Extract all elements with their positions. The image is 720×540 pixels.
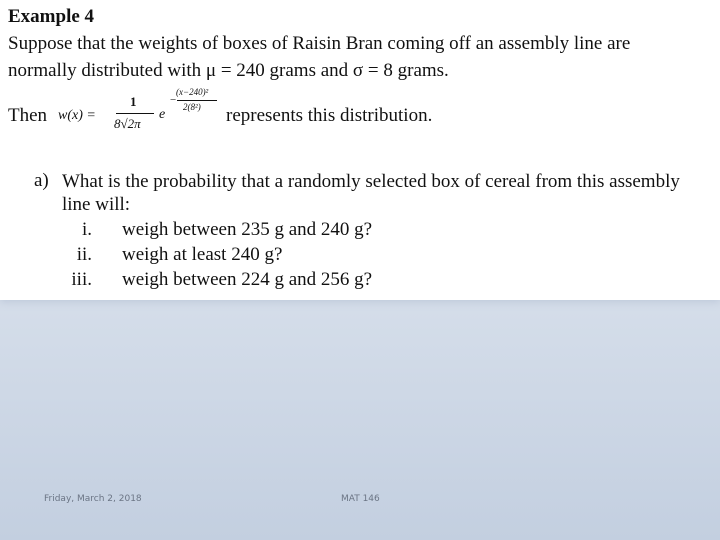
formula-numerator: 1 — [130, 94, 137, 109]
formula-exponent-sign: − — [170, 94, 177, 106]
then-word: Then — [8, 105, 48, 126]
formula-exponent-bar — [177, 100, 217, 101]
subquestion-text: weigh between 224 g and 256 g? — [122, 269, 373, 290]
formula-base-e: e — [159, 107, 166, 122]
problem-line-1: Suppose that the weights of boxes of Raisin Bran coming off an assembly line are — [8, 33, 631, 54]
formula-lhs: w(x) = — [58, 108, 96, 123]
formula-fraction-bar — [116, 113, 154, 114]
subquestion-text: weigh at least 240 g? — [122, 244, 283, 265]
formula-denominator: 8√2π — [114, 116, 141, 131]
then-rest-text: represents this distribution. — [226, 105, 433, 126]
normal-density-formula — [58, 86, 228, 142]
formula-exponent-denominator: 2(8²) — [183, 102, 201, 112]
subquestion-number: i. — [81, 219, 92, 240]
footer-course: MAT 146 — [341, 494, 380, 504]
subquestion-number: ii. — [76, 244, 92, 265]
problem-line-2: normally distributed with μ = 240 grams and σ = 8 grams. — [8, 60, 449, 81]
subquestion-number: iii. — [71, 269, 92, 290]
question-label: a) — [34, 170, 49, 191]
subquestion-text: weigh between 235 g and 240 g? — [122, 219, 373, 240]
distribution-statement — [8, 86, 708, 142]
question-text: What is the probability that a randomly selected box of cereal from this assembly line will: — [62, 171, 680, 215]
footer-date: Friday, March 2, 2018 — [44, 494, 142, 504]
example-title: Example 4 — [8, 6, 95, 27]
formula-exponent-numerator: (x−240)² — [176, 87, 209, 97]
